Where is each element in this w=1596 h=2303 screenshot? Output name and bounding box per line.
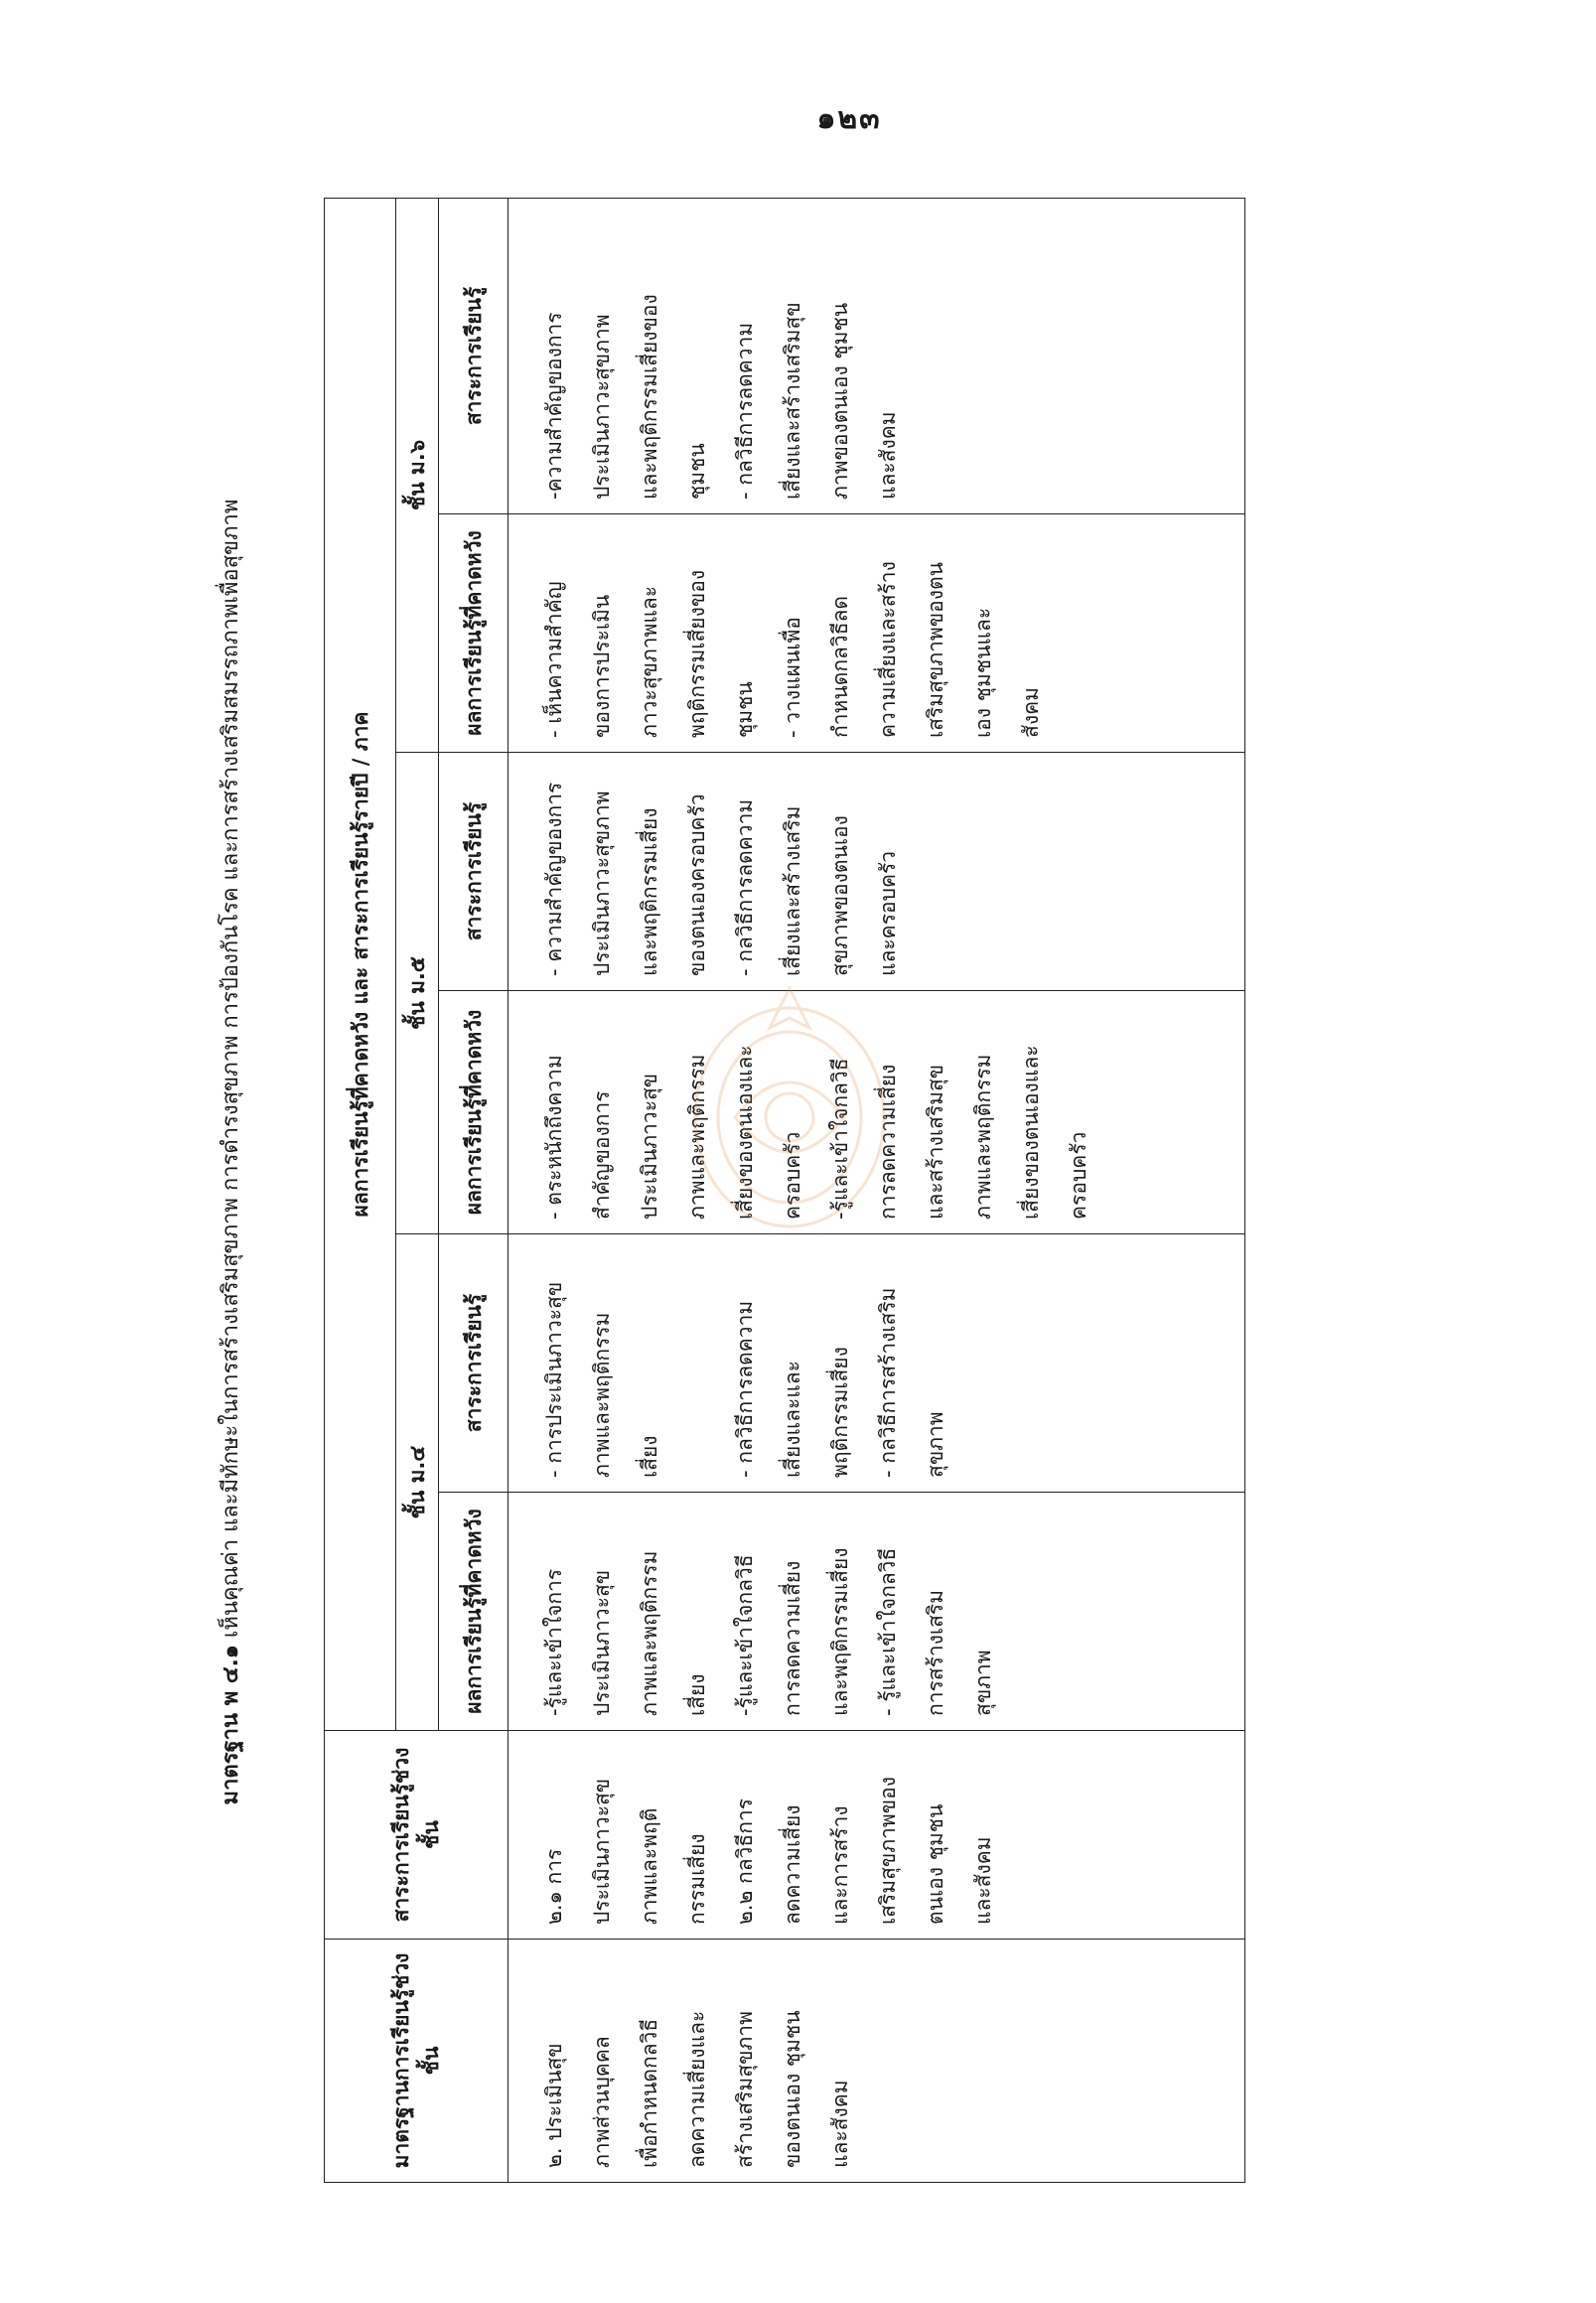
cell-line: เสี่ยงและสร้างเสริมสุข [781,302,804,500]
cell-line: ชุมชน [733,681,757,738]
header-grade-m5: ชั้น ม.๕ [396,753,439,1234]
cell-line: - กลวิธีการลดความ [733,322,757,500]
cell-line: ความเสี่ยงและสร้าง [876,561,900,738]
cell-line: - การประเมินภาวะสุข [542,1281,566,1478]
cell-m6-expected [508,514,1245,753]
cell-line: -ความสำคัญของการ [542,312,566,500]
cell-line: เสริมสุขภาพของ [876,1777,900,1925]
header-grade-m4: ชั้น ม.๔ [396,1234,439,1731]
cell-line: ประเมินภาวะสุข [590,1778,614,1925]
cell-line: ๒.๑ การ [542,1848,566,1925]
cell-line: ของตนเอง ชุมชน [781,2010,804,2168]
header-m4-content: สาระการเรียนรู้ [439,1234,508,1493]
cell-line [673,1244,721,1478]
cell-line: ภาพและพฤติกรรม [590,1312,614,1478]
cell-line: สำคัญของการ [590,1090,614,1220]
cell-line: และการสร้าง [828,1805,852,1925]
cell-line: เสี่ยง [685,1673,709,1716]
cell-line: เสี่ยงและและ [781,1361,804,1478]
cell-line: เสี่ยงและสร้างเสริม [781,805,804,976]
header-m6-content: สาระการเรียนรู้ [439,198,508,513]
cell-line: ประเมินภาวะสุขภาพ [590,314,614,500]
cell-line: -รู้และเข้าใจการ [542,1568,566,1716]
cell-line: - เห็นความสำคัญ [542,581,566,738]
cell-line: - ความสำคัญของการ [542,782,566,976]
cell-line: กรรมเสี่ยง [685,1833,709,1925]
cell-line: พฤติกรรมเสี่ยง [828,1347,852,1478]
cell-line: ครอบครัว [1067,1131,1090,1220]
cell-line: การลดความเสี่ยง [876,1064,900,1220]
cell-line: ภาพและพฤติกรรม [638,1550,661,1716]
page-number: ๑๒๓ [816,101,882,136]
cell-m4-content [508,1234,1245,1493]
cell-m4-expected [508,1493,1245,1731]
cell-line: และครอบครัว [876,850,900,976]
cell-line: -รู้และเข้าใจกลวิธี [733,1554,757,1716]
cell-line: และสังคม [828,2080,852,2168]
cell-line: และพฤติกรรมเสี่ยงของ [638,294,661,500]
cell-line: ภาพและพฤติกรรม [685,1054,709,1220]
cell-standard [508,1940,1245,2183]
cell-line: กำหนดกลวิธีลด [828,595,852,738]
table-row [508,198,1245,2182]
header-m6-expected: ผลการเรียนรู้ที่คาดหวัง [439,514,508,753]
cell-line: ภาพและพฤติ [638,1807,661,1925]
cell-line: ประเมินภาวะสุข [638,1073,661,1220]
header-core-content: สาระการเรียนรู้ช่วงชั้น [325,1731,508,1940]
cell-line: - กลวิธีการสร้างเสริม [876,1287,900,1478]
header-grade-m6: ชั้น ม.๖ [396,198,439,752]
cell-line: เสี่ยงของตนเองและ [733,1045,757,1220]
cell-line: ครอบครัว [781,1131,804,1220]
header-standard: มาตรฐานการเรียนรู้ช่วงชั้น [325,1940,508,2183]
curriculum-table [324,198,1245,2183]
header-m5-expected: ผลการเรียนรู้ที่คาดหวัง [439,991,508,1234]
curriculum-table-frame [324,199,1245,2183]
cell-line: สุขภาพของตนเอง [828,815,852,976]
cell-line: และพฤติกรรมเสี่ยง [828,1547,852,1716]
cell-line: เสี่ยง [638,1435,661,1478]
cell-line: ของการประเมิน [590,594,614,738]
cell-line: - วางแผนเพื่อ [781,617,804,738]
cell-line: ลดความเสี่ยงและ [685,2010,709,2168]
cell-line: สุขภาพ [924,1411,947,1478]
cell-line: ประเมินภาวะสุข [590,1569,614,1716]
cell-line: ของตนเองครอบครัว [685,793,709,976]
cell-line: การสร้างเสริม [924,1589,947,1716]
cell-line: -รู้และเข้าใจกลวิธี [828,1058,852,1220]
cell-line: เสี่ยงของตนเองและ [1019,1045,1043,1220]
cell-line: ภาพส่วนบุคคล [590,2036,614,2168]
header-m4-expected: ผลการเรียนรู้ที่คาดหวัง [439,1493,508,1731]
cell-line: ภาพและพฤติกรรม [971,1054,995,1220]
cell-line: และพฤติกรรมเสี่ยง [638,807,661,976]
cell-line: การลดความเสี่ยง [781,1560,804,1716]
cell-line: - ตระหนักถึงความ [542,1055,566,1220]
cell-line: ๒. ประเมินสุข [542,2043,566,2168]
cell-m5-expected [508,991,1245,1234]
cell-line: เสริมสุขภาพของตน [924,562,947,738]
cell-line: ตนเอง ชุมชน [924,1803,947,1925]
standard-title [212,159,251,2145]
cell-line: และสร้างเสริมสุข [924,1064,947,1220]
cell-m5-content [508,753,1245,991]
cell-m6-content [508,198,1245,513]
cell-line: - รู้และเข้าใจกลวิธี [876,1547,900,1716]
cell-line: ประเมินภาวะสุขภาพ [590,791,614,976]
cell-line: - กลวิธีการลดความ [733,1300,757,1478]
cell-line: และสังคม [971,1836,995,1925]
standard-description: เห็นคุณค่า และมีทักษะในการสร้างเสริมสุขภาพ การดำรงสุขภาพ การป้องกันโรค และการสร้างเสริมสมรรถภาพเพื่อสุขภาพ [218,499,243,1639]
cell-line: พฤติกรรมเสี่ยงของ [685,569,709,738]
cell-core-content [508,1731,1245,1940]
cell-line: - กลวิธีการลดความ [733,798,757,976]
cell-line: ชุมชน [685,443,709,500]
cell-line: เอง ชุมชนและ [971,607,995,738]
standard-code: มาตรฐาน พ ๔.๑ [218,1645,243,1805]
header-m5-content: สาระการเรียนรู้ [439,753,508,991]
cell-line: สังคม [1019,687,1043,738]
cell-line: ลดความเสี่ยง [781,1804,804,1925]
cell-line: สุขภาพ [971,1650,995,1716]
header-group: ผลการเรียนรู้ที่คาดหวัง และ สาระการเรียนรู้รายปี / ภาค [325,198,396,1730]
cell-line: เพื่อกำหนดกลวิธี [638,2018,661,2168]
cell-line: ๒.๒ กลวิธีการ [733,1798,757,1925]
cell-line: และสังคม [876,411,900,500]
cell-line: ภาพของตนเอง ชุมชน [828,302,852,500]
cell-line: ภาวะสุขภาพและ [638,585,661,738]
cell-line: สร้างเสริมสุขภาพ [733,2011,757,2168]
